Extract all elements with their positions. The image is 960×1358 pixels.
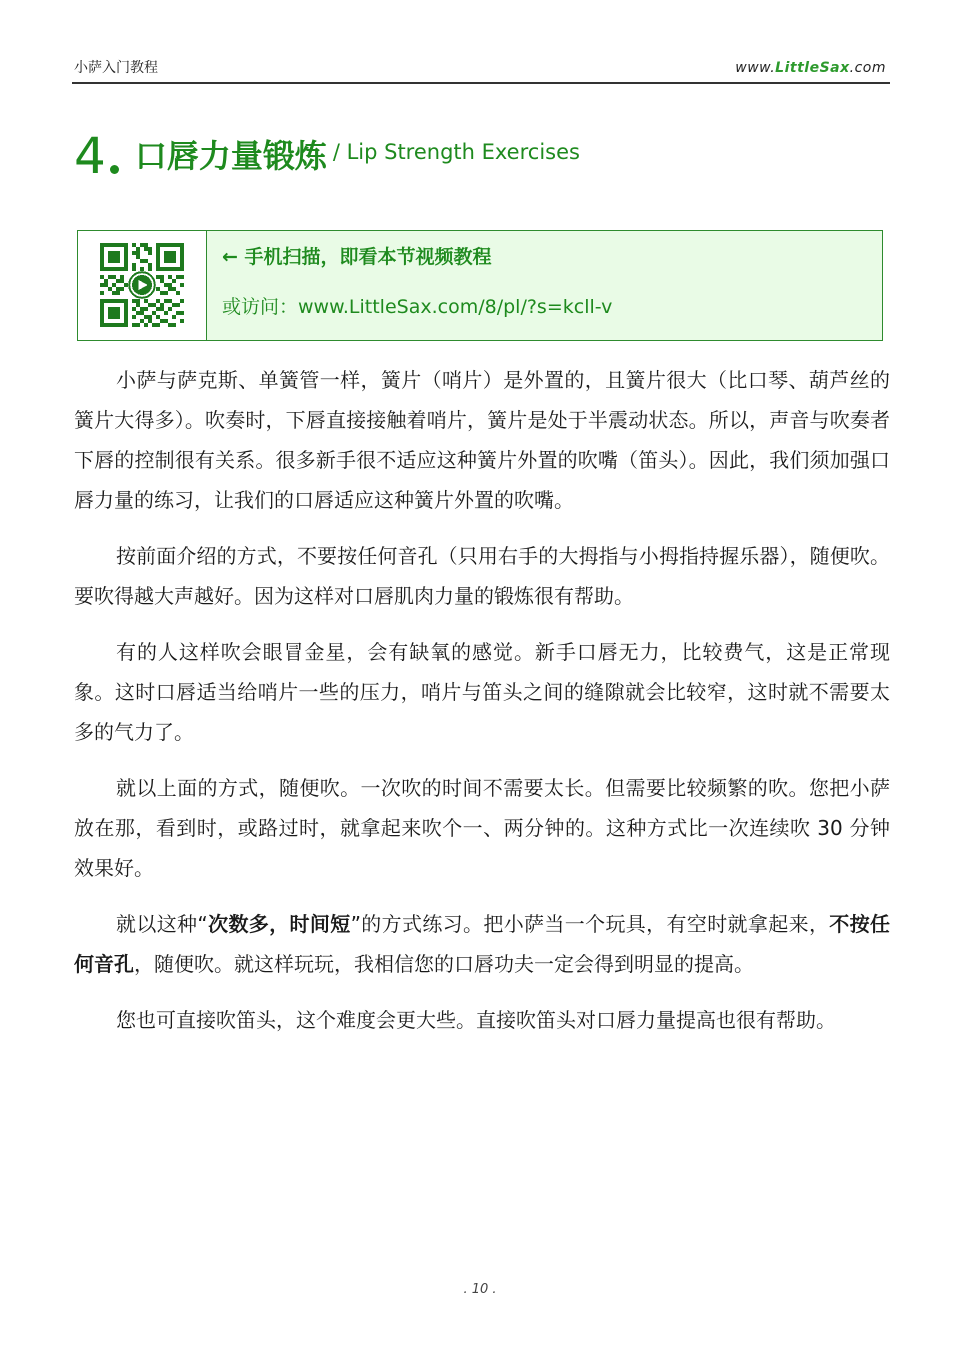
paragraph-1: 小萨与萨克斯、单簧管一样，簧片（哨片）是外置的，且簧片很大（比口琴、葫芦丝的簧片大得多）。吹奏时，下唇直接接触着哨片，簧片是处于半震动状态。所以，声音与吹奏者下唇的控制很有关系。很多新手很不适应这种簧片外置的吹嘴（笛头）。因此，我们须加强口唇力量的练习，让我们的口唇适应这种簧片外置的吹嘴。 [74, 368, 890, 512]
body-content [74, 360, 890, 1056]
paragraph-5-part-a: 就以这种“ [116, 912, 208, 936]
site-suffix: .com [849, 60, 886, 76]
paragraph-6: 您也可直接吹笛头，这个难度会更大些。直接吹笛头对口唇力量提高也很有帮助。 [116, 1008, 836, 1032]
page-header [72, 58, 890, 84]
section-number: 4 [74, 127, 106, 185]
scan-instruction: ← 手机扫描，即看本节视频教程 [222, 246, 492, 268]
site-sax: Sax [819, 60, 850, 76]
section-number-dot [110, 165, 119, 174]
page-number: . 10 . [463, 1282, 497, 1297]
site-prefix: www. [735, 60, 776, 76]
paragraph-2: 按前面介绍的方式，不要按任何音孔（只用右手的大拇指与小拇指持握乐器），随便吹。要吹得越大声越好。因为这样对口唇肌肉力量的锻炼很有帮助。 [74, 544, 890, 608]
video-tutorial-box [77, 230, 883, 341]
paragraph-5-part-c: ”的方式练习。把小萨当一个玩具，有空时就拿起来， [350, 912, 830, 936]
header-website[interactable] [735, 58, 886, 78]
paragraph-5 [74, 904, 890, 984]
section-title-zh: 口唇力量锻炼 [134, 137, 327, 175]
paragraph-5-part-e: ，随便吹。就这样玩玩，我相信您的口唇功夫一定会得到明显的提高。 [134, 952, 754, 976]
section-title [74, 126, 580, 190]
paragraph-3: 有的人这样吹会眼冒金星，会有缺氧的感觉。新手口唇无力，比较费气，这是正常现象。这时口唇适当给哨片一些的压力，哨片与笛头之间的缝隙就会比较窄，这时就不需要太多的气力了。 [74, 640, 890, 744]
site-little: Little [775, 60, 820, 76]
section-title-en: / Lip Strength Exercises [332, 140, 580, 164]
tutorial-url-link[interactable]: 或访问：www.LittleSax.com/8/pl/?s=kcll-v [222, 296, 613, 318]
qr-code-icon[interactable] [100, 243, 184, 327]
header-book-title: 小萨入门教程 [74, 60, 158, 76]
emphasis-frequency: 次数多，时间短 [207, 912, 351, 936]
emphasis-no-holes: 不按任何音孔 [74, 912, 890, 976]
paragraph-4: 就以上面的方式，随便吹。一次吹的时间不需要太长。但需要比较频繁的吹。您把小萨放在那，看到时，或路过时，就拿起来吹个一、两分钟的。这种方式比一次连续吹 30 分钟效果好。 [74, 776, 890, 880]
qr-code-cell [78, 231, 207, 340]
